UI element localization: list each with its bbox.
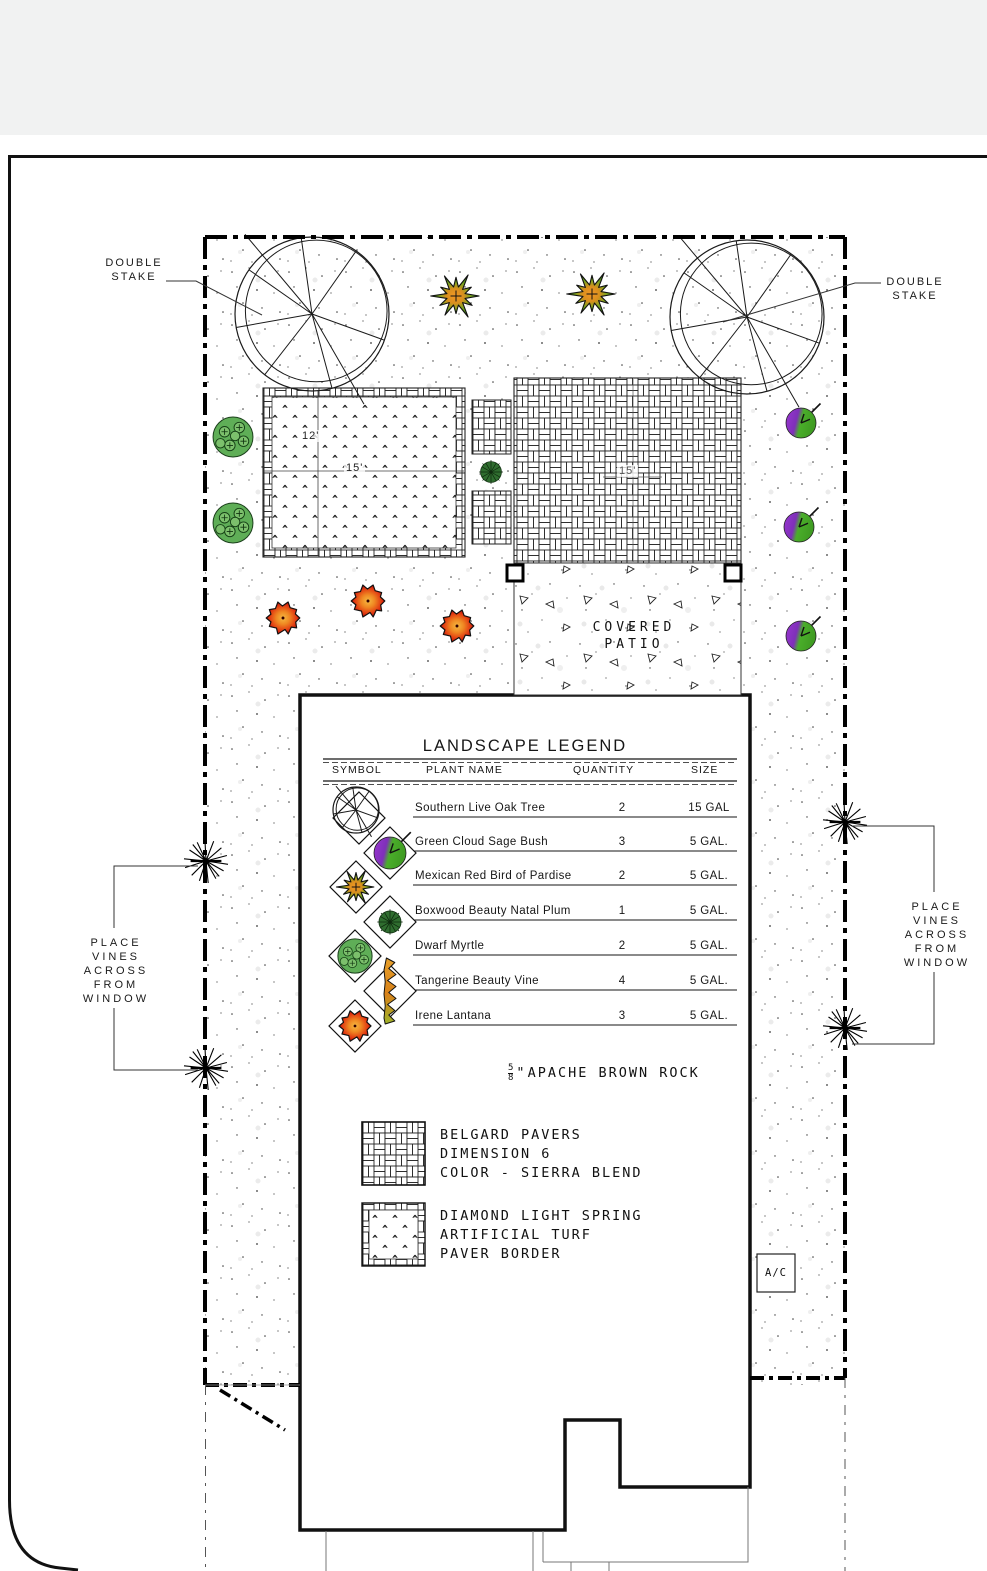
ac-unit-label <box>757 1254 795 1292</box>
pv-left-line: ACROSS <box>83 965 149 977</box>
pv-right-line: FROM <box>914 943 960 955</box>
pavers-note-line2: DIMENSION 6 <box>440 1146 552 1162</box>
patio-post-right <box>725 565 741 581</box>
pavers-note <box>440 1126 643 1183</box>
legend-col-name: PLANT NAME <box>426 764 503 776</box>
pv-left-line: WINDOW <box>82 993 150 1005</box>
double-stake-right-line1: DOUBLE <box>886 276 944 288</box>
legend-row-name: Boxwood Beauty Natal Plum <box>415 905 571 917</box>
rock-note <box>508 1064 700 1083</box>
pv-left-line: PLACE <box>90 937 142 949</box>
legend-row-size: 5 GAL. <box>689 836 729 848</box>
covered-patio-line1: COVERED <box>592 620 676 635</box>
pavers-note-line3: COLOR - SIERRA BLEND <box>440 1165 643 1181</box>
legend-col-quantity: QUANTITY <box>573 764 635 776</box>
turf-length-dim: 15' <box>346 462 364 474</box>
gate-swing <box>220 1390 285 1430</box>
double-stake-label-left <box>94 257 174 284</box>
turf-note-line1: DIAMOND LIGHT SPRING <box>440 1208 643 1224</box>
legend-row-name: Irene Lantana <box>415 1010 492 1022</box>
double-stake-right-line2: STAKE <box>892 289 938 302</box>
turf-note <box>440 1207 643 1264</box>
rock-note-text: APACHE BROWN ROCK <box>527 1065 700 1081</box>
pv-left-line: FROM <box>93 979 139 991</box>
legend-col-size: SIZE <box>691 764 719 776</box>
dwarf-myrtle-2 <box>213 503 253 543</box>
legend-row-qty: 2 <box>618 802 626 814</box>
pv-right-line: WINDOW <box>903 957 971 969</box>
dwarf-myrtle-1 <box>213 417 253 457</box>
pv-right-line: PLACE <box>911 901 963 913</box>
pavers-swatch <box>362 1122 425 1185</box>
legend-row-size: 5 GAL. <box>689 940 729 952</box>
double-stake-left-line1: DOUBLE <box>105 257 163 269</box>
legend-row-qty: 1 <box>618 905 626 917</box>
rock-fraction: $\frac{5}{8}$ <box>508 1063 514 1083</box>
legend-row-size: 5 GAL. <box>689 1010 729 1022</box>
legend-row-size: 5 GAL. <box>689 905 729 917</box>
legend-row-name: Southern Live Oak Tree <box>415 802 546 814</box>
legend-row-name: Dwarf Myrtle <box>415 940 485 952</box>
ac-unit-text: A/C <box>765 1267 787 1279</box>
covered-patio-label <box>564 619 704 653</box>
turf-width-dim: 12' <box>302 430 320 442</box>
double-stake-left-line2: STAKE <box>111 270 157 283</box>
legend-row-name: Mexican Red Bird of Pardise <box>415 870 572 882</box>
legend-row-size: 15 GAL <box>688 802 730 814</box>
legend-row-name: Tangerine Beauty Vine <box>415 975 539 987</box>
rock-unit-mark: " <box>516 1065 525 1081</box>
legend-row-qty: 2 <box>618 940 626 952</box>
turf-swatch <box>362 1203 425 1266</box>
double-stake-label-right <box>875 276 955 303</box>
legend-symbol-boxwood <box>377 909 403 935</box>
pv-right-line: VINES <box>912 915 961 927</box>
legend-row-qty: 2 <box>618 870 626 882</box>
legend-row-size: 5 GAL. <box>689 975 729 987</box>
place-vines-label-right <box>891 900 983 970</box>
legend-col-symbol: SYMBOL <box>332 764 382 776</box>
covered-patio-line2: PATIO <box>604 637 664 652</box>
pavers-note-line1: BELGARD PAVERS <box>440 1127 582 1143</box>
pv-right-line: ACROSS <box>904 929 970 941</box>
legend-row-name: Green Cloud Sage Bush <box>415 836 549 848</box>
legend-row-qty: 4 <box>618 975 626 987</box>
boxwood-plant <box>479 460 503 484</box>
legend-row-qty: 3 <box>618 836 626 848</box>
patio-width-dim: 15' <box>619 465 637 477</box>
place-vines-label-left <box>70 936 162 1006</box>
legend-title: LANDSCAPE LEGEND <box>422 737 628 755</box>
turf-note-line2: ARTIFICIAL TURF <box>440 1227 592 1243</box>
legend-symbol-dwarf-myrtle <box>338 939 372 973</box>
legend-row-size: 5 GAL. <box>689 870 729 882</box>
patio-post-left <box>507 565 523 581</box>
legend-row-qty: 3 <box>618 1010 626 1022</box>
turf-note-line3: PAVER BORDER <box>440 1246 562 1262</box>
pv-left-line: VINES <box>91 951 140 963</box>
